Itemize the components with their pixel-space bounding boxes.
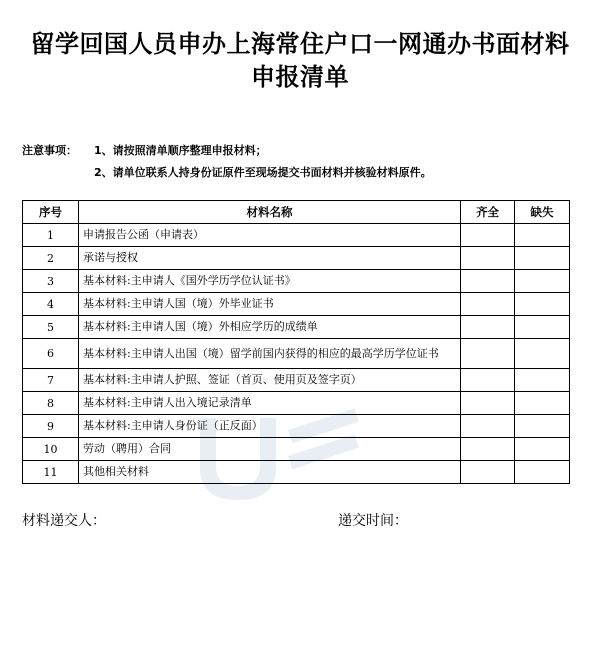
missing-checkbox-cell[interactable]	[515, 339, 570, 369]
complete-checkbox-cell[interactable]	[461, 224, 515, 247]
row-number: 4	[23, 293, 79, 316]
header-material-name: 材料名称	[79, 201, 461, 224]
row-number: 3	[23, 270, 79, 293]
material-name: 劳动（聘用）合同	[79, 438, 461, 461]
material-name: 基本材料:主申请人国（境）外毕业证书	[79, 293, 461, 316]
missing-checkbox-cell[interactable]	[515, 461, 570, 484]
submission-time-label: 递交时间：	[338, 513, 408, 529]
note-line-2	[22, 162, 582, 184]
complete-checkbox-cell[interactable]	[461, 392, 515, 415]
row-number: 11	[23, 461, 79, 484]
material-name: 基本材料:主申请人身份证（正反面）	[79, 415, 461, 438]
table-row	[23, 293, 570, 316]
row-number: 5	[23, 316, 79, 339]
row-number: 7	[23, 369, 79, 392]
row-number: 2	[23, 247, 79, 270]
missing-checkbox-cell[interactable]	[515, 369, 570, 392]
complete-checkbox-cell[interactable]	[461, 415, 515, 438]
complete-checkbox-cell[interactable]	[461, 438, 515, 461]
material-name: 基本材料:主申请人《国外学历学位认证书》	[79, 270, 461, 293]
complete-checkbox-cell[interactable]	[461, 270, 515, 293]
material-name: 承诺与授权	[79, 247, 461, 270]
material-name: 基本材料:主申请人出国（境）留学前国内获得的相应的最高学历学位证书	[79, 339, 461, 369]
missing-checkbox-cell[interactable]	[515, 270, 570, 293]
header-missing: 缺失	[515, 201, 570, 224]
missing-checkbox-cell[interactable]	[515, 293, 570, 316]
notes-label: 注意事项：	[22, 144, 77, 157]
table-row	[23, 415, 570, 438]
table-row	[23, 438, 570, 461]
missing-checkbox-cell[interactable]	[515, 316, 570, 339]
row-number: 9	[23, 415, 79, 438]
materials-table	[22, 200, 570, 484]
complete-checkbox-cell[interactable]	[461, 339, 515, 369]
table-row	[23, 224, 570, 247]
note-line-1	[22, 140, 582, 162]
table-row	[23, 247, 570, 270]
row-number: 10	[23, 438, 79, 461]
missing-checkbox-cell[interactable]	[515, 224, 570, 247]
complete-checkbox-cell[interactable]	[461, 247, 515, 270]
header-serial: 序号	[23, 201, 79, 224]
row-number: 6	[23, 339, 79, 369]
material-name: 基本材料:主申请人国（境）外相应学历的成绩单	[79, 316, 461, 339]
note-item: 2、请单位联系人持身份证原件至现场提交书面材料并核验材料原件。	[94, 166, 432, 179]
header-complete: 齐全	[461, 201, 515, 224]
row-number: 8	[23, 392, 79, 415]
material-name: 其他相关材料	[79, 461, 461, 484]
table-header-row	[23, 201, 570, 224]
material-name: 申请报告公函（申请表）	[79, 224, 461, 247]
submitter-label: 材料递交人：	[22, 513, 106, 529]
missing-checkbox-cell[interactable]	[515, 392, 570, 415]
missing-checkbox-cell[interactable]	[515, 247, 570, 270]
table-row	[23, 461, 570, 484]
table-row	[23, 339, 570, 369]
notes-section	[22, 140, 582, 184]
table-row	[23, 369, 570, 392]
complete-checkbox-cell[interactable]	[461, 293, 515, 316]
document-title: 留学回国人员申办上海常住户口一网通办书面材料申报清单	[30, 30, 570, 91]
material-name: 基本材料:主申请人护照、签证（首页、使用页及签字页）	[79, 369, 461, 392]
row-number: 1	[23, 224, 79, 247]
table-row	[23, 316, 570, 339]
complete-checkbox-cell[interactable]	[461, 369, 515, 392]
complete-checkbox-cell[interactable]	[461, 316, 515, 339]
material-name: 基本材料:主申请人出入境记录清单	[79, 392, 461, 415]
note-item: 1、请按照清单顺序整理申报材料；	[94, 144, 267, 157]
complete-checkbox-cell[interactable]	[461, 461, 515, 484]
missing-checkbox-cell[interactable]	[515, 415, 570, 438]
missing-checkbox-cell[interactable]	[515, 438, 570, 461]
table-row	[23, 270, 570, 293]
table-row	[23, 392, 570, 415]
